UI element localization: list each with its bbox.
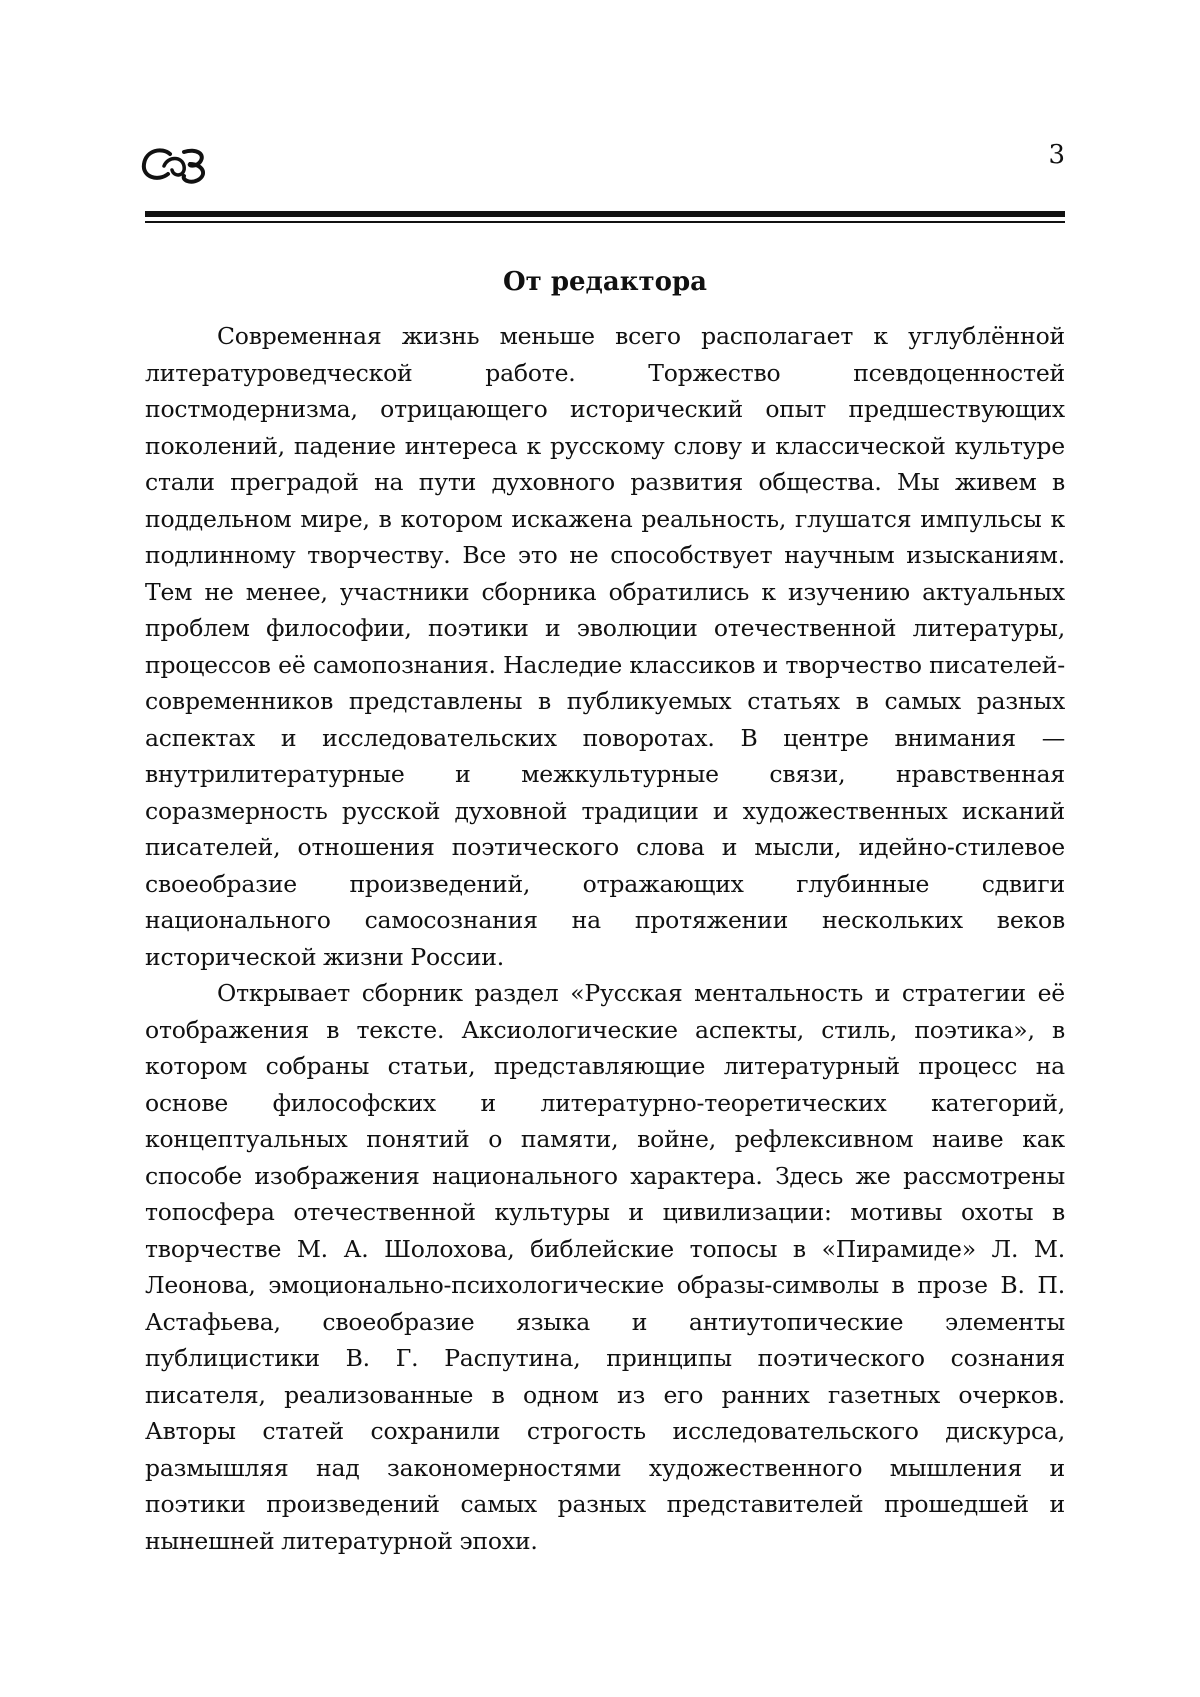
article-body <box>145 318 1065 1559</box>
paragraph-1: Современная жизнь меньше всего располагает к углублённой литературоведческой работе. Торжество псевдоценностей постмодернизма, отрицающего исторический опыт предшествующих поколений, падение интереса к русскому слову и классической культуре стали преградой на пути духовного развития общества. Мы живем в поддельном мире, в котором искажена реальность, глушатся импульсы к подлинному творчеству. Все это не способствует научным изысканиям. Тем не менее, участники сборника обратились к изучению актуальных проблем философии, поэтики и эволюции отечественной литературы, процессов её самопознания. Наследие классиков и творчество писателей-современников представлены в публикуемых статьях в самых разных аспектах и исследовательских поворотах. В центре внимания — внутрилитературные и межкультурные связи, нравственная соразмерность русской духовной традиции и художественных исканий писателей, отношения поэтического слова и мысли, идейно-стилевое своеобразие произведений, отражающих глубинные сдвиги национального самосознания на протяжении нескольких веков исторической жизни России. <box>145 322 1065 971</box>
header-rule-thick <box>145 211 1065 217</box>
paragraph-2: Открывает сборник раздел «Русская ментальность и стратегии её отображения в тексте. Аксиологические аспекты, стиль, поэтика», в котором собраны статьи, представляющие литературный процесс на основе философских и литературно-теоретических категорий, концептуальных понятий о памяти, войне, рефлексивном наиве как способе изображения национального характера. Здесь же рассмотрены топосфера отечественной культуры и цивилизации: мотивы охоты в творчестве М. А. Шолохова, библейские топосы в «Пирамиде» Л. М. Леонова, эмоционально-психологические образы-символы в прозе В. П. Астафьева, своеобразие языка и антиутопические элементы публицистики В. Г. Распутина, принципы поэтического сознания писателя, реализованные в одном из его ранних газетных очерков. Авторы статей сохранили строгость исследовательского дискурса, размышляя над закономерностями художественного мышления и поэтики произведений самых разных представителей прошедшей и нынешней литературной эпохи. <box>145 979 1065 1555</box>
page-number: 3 <box>1048 140 1065 170</box>
header-rule-thin <box>145 221 1065 223</box>
article-title: От редактора <box>503 267 707 297</box>
decorative-monogram-icon <box>140 142 210 186</box>
